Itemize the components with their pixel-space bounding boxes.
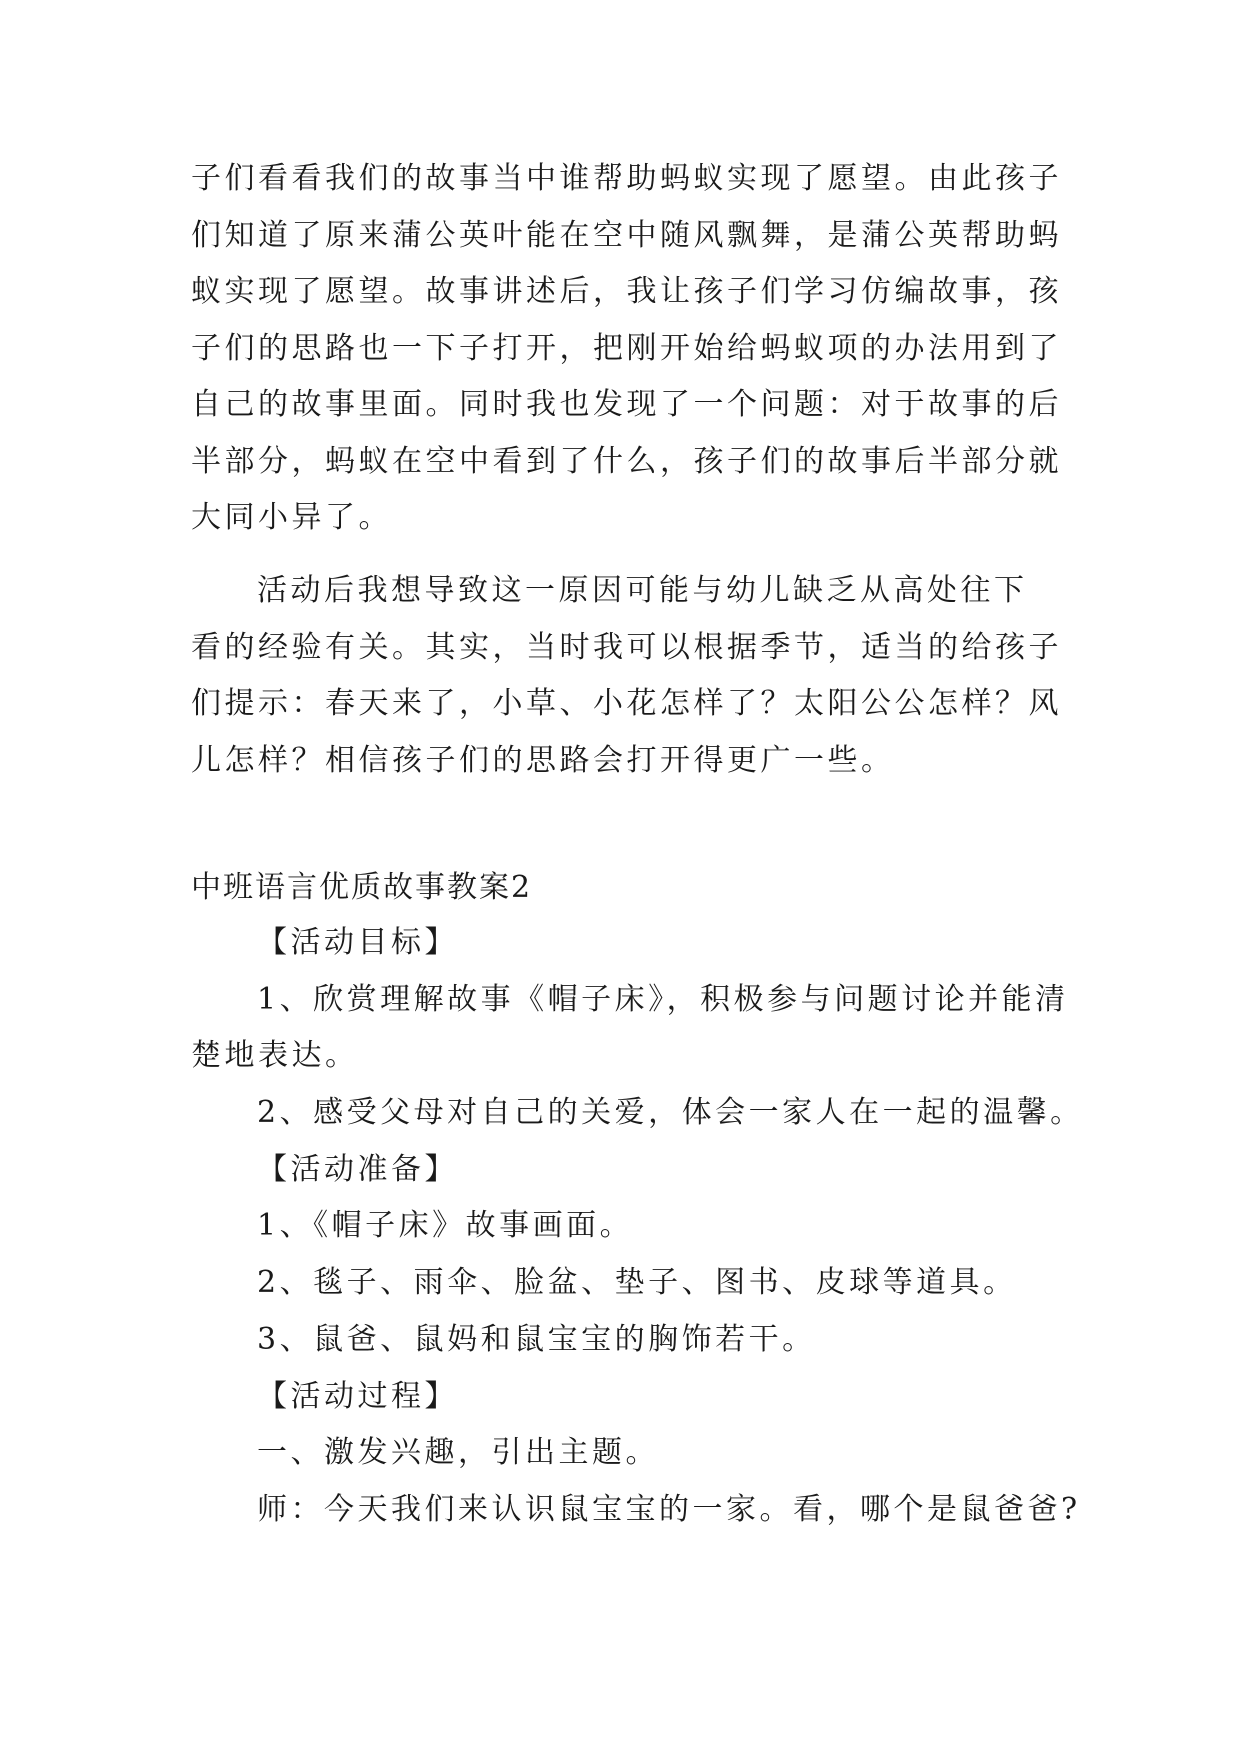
section-heading-goals: 【活动目标】 (257, 925, 458, 960)
lesson-plan (191, 915, 1091, 1539)
section-heading-preparation: 【活动准备】 (257, 1151, 458, 1187)
paragraph-reflection (191, 563, 1062, 789)
lesson-title: 中班语言优质故事教案2 (191, 870, 533, 905)
text-line: 半部分，蚂蚁在空中看到了什么，孩子们的故事后半部分就 (191, 443, 1062, 479)
goal-item-continuation: 楚地表达。 (191, 1038, 359, 1074)
prep-item: 3、鼠爸、鼠妈和鼠宝宝的胸饰若干。 (257, 1321, 816, 1357)
text-line: 蚁实现了愿望。故事讲述后，我让孩子们学习仿编故事，孩 (191, 274, 1062, 309)
paragraph-continuation (191, 151, 1062, 547)
text-line: 看的经验有关。其实，当时我可以根据季节，适当的给孩子 (191, 629, 1062, 665)
text-line: 自己的故事里面。同时我也发现了一个问题：对于故事的后 (191, 387, 1062, 422)
goal-item: 1、欣赏理解故事《帽子床》，积极参与问题讨论并能清 (257, 981, 1069, 1017)
text-line: 大同小异了。 (191, 500, 392, 535)
prep-item: 2、毯子、雨伞、脸盆、垫子、图书、皮球等道具。 (257, 1265, 1017, 1301)
section-heading-process: 【活动过程】 (257, 1378, 458, 1414)
text-line: 子们看看我们的故事当中谁帮助蚂蚁实现了愿望。由此孩子 (191, 161, 1062, 196)
prep-item: 1、《帽子床》故事画面。 (257, 1208, 634, 1244)
teacher-dialogue: 师：今天我们来认识鼠宝宝的一家。看，哪个是鼠爸爸? (257, 1491, 1081, 1527)
text-line: 子们的思路也一下子打开，把刚开始给蚂蚁项的办法用到了 (191, 330, 1062, 366)
goal-item: 2、感受父母对自己的关爱，体会一家人在一起的温馨。 (257, 1095, 1084, 1131)
text-line: 们提示：春天来了，小草、小花怎样了？太阳公公怎样？风 (191, 686, 1062, 721)
text-line: 儿怎样？相信孩子们的思路会打开得更广一些。 (191, 742, 895, 778)
text-line: 活动后我想导致这一原因可能与幼儿缺乏从高处往下 (257, 573, 1028, 608)
text-line: 们知道了原来蒲公英叶能在空中随风飘舞，是蒲公英帮助蚂 (191, 217, 1062, 253)
process-step: 一、激发兴趣，引出主题。 (257, 1435, 659, 1471)
